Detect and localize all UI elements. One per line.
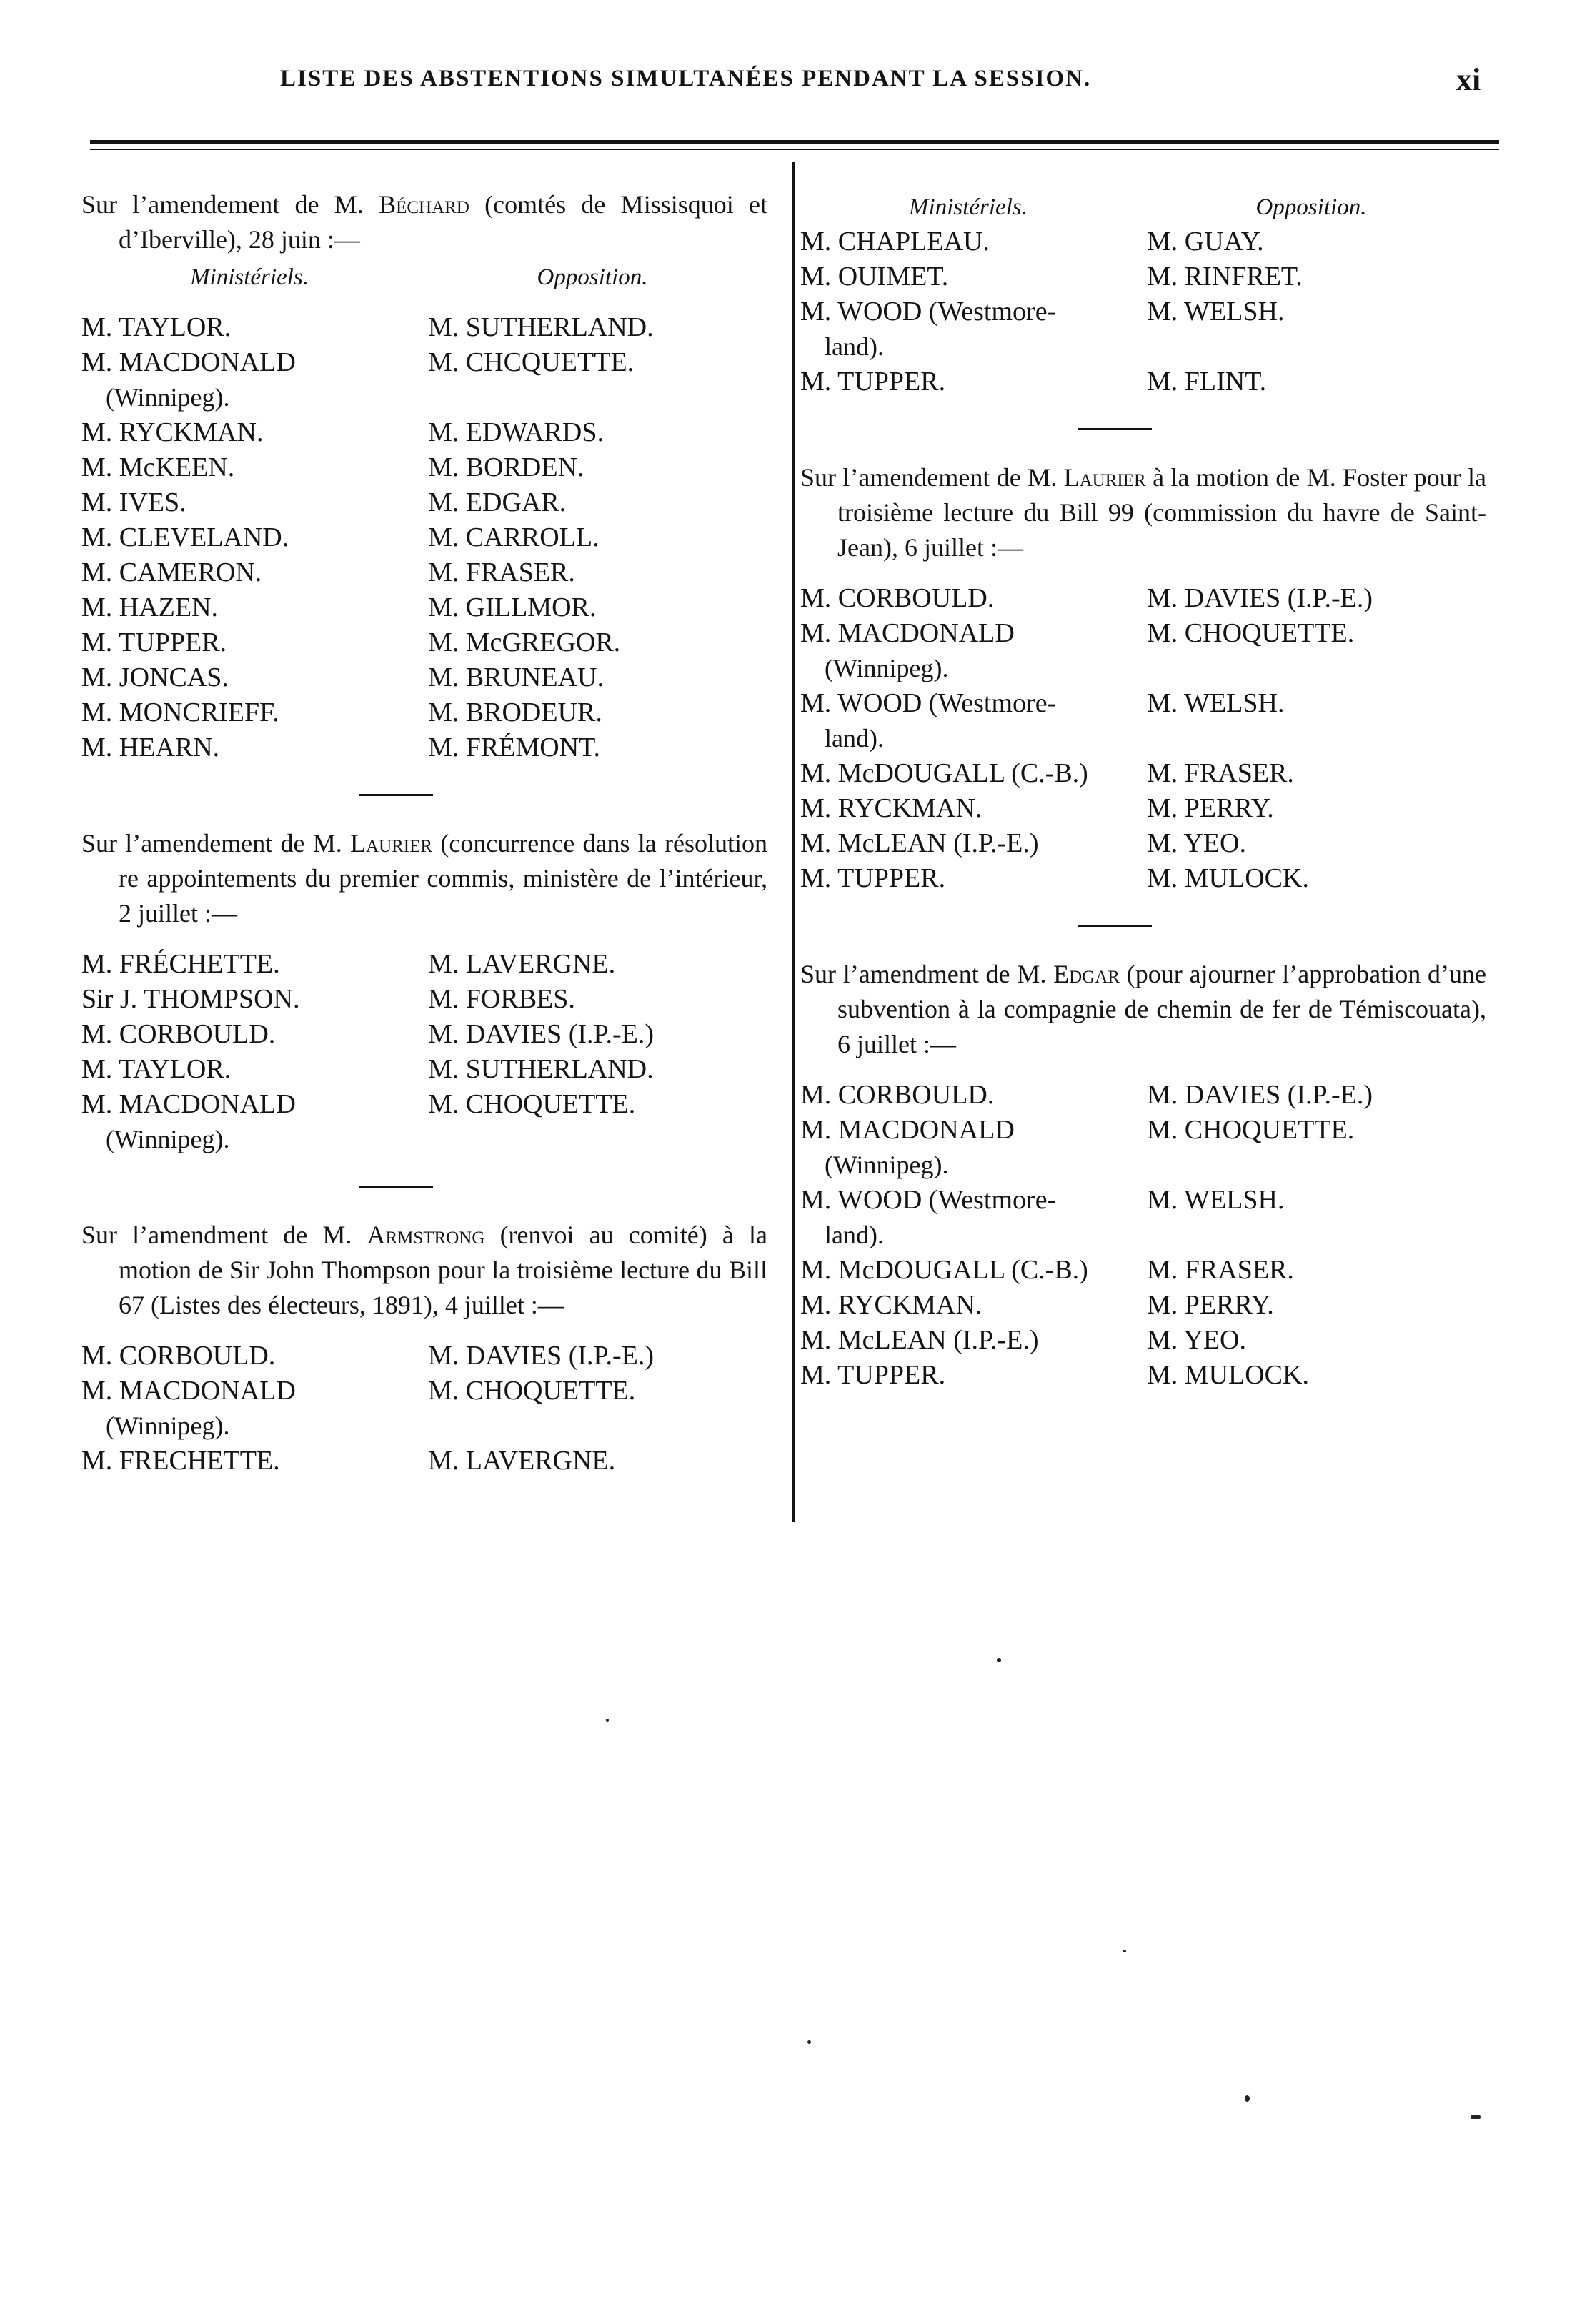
member-name: M. CORBOULD. [800,1080,995,1110]
opposition-member: M. EDWARDS. [428,417,604,447]
member-name: M. CORBOULD. [81,1019,276,1049]
ministerial-member [800,861,1147,896]
member-pairs [81,947,767,1157]
right-column [800,187,1486,1393]
member-pair-row [81,947,767,982]
member-pair-row [800,294,1486,364]
ministerial-member [800,224,1147,259]
member-name: M. McDOUGALL (C.-B.) [800,1255,1088,1285]
opposition-member: M. FRASER. [1147,1255,1294,1285]
member-pair-row [81,345,767,415]
opposition-member: M. GILLMOR. [428,592,597,622]
caption-text: (renvoi au comité) à la motion de Sir John Thompson pour la troisième lecture du Bill 67 (Listes des électeurs, 1891), 4 juillet :— [119,1221,767,1319]
member-pair-row [800,1323,1486,1358]
caption-text: à la motion de M. Foster pour la troisième lecture du Bill 99 (commission du havre de Saint-Jean), 6 juillet :— [837,463,1486,562]
opposition-member: M. BORDEN. [428,452,584,482]
ministerial-member [81,485,428,520]
caption-text: Sur l’amendment de M. [81,1221,367,1249]
member-pair-row [800,1078,1486,1113]
member-pair-row [81,1017,767,1052]
ministerial-member [81,625,428,660]
opposition-member: M. DAVIES (I.P.-E.) [1147,583,1373,613]
ministerial-member [800,756,1147,791]
section-divider [359,1186,433,1188]
ministerial-member [81,730,428,765]
abstention-section [800,957,1486,1393]
caption-member-name: Edgar [1053,960,1120,988]
member-pair-row [81,310,767,345]
member-name: M. CORBOULD. [800,583,995,613]
member-pairs [800,581,1486,896]
ministerial-member [81,345,428,415]
ministerial-member [800,259,1147,294]
member-name: M. MACDONALD [81,1376,296,1406]
opposition-member: M. McGREGOR. [428,627,621,657]
caption-member-name: Armstrong [367,1221,485,1249]
opposition-member: M. WELSH. [1147,1185,1285,1215]
caption-text: Sur l’amendement de M. [800,463,1064,492]
opposition-member: M. BRODEUR. [428,697,602,728]
member-name: M. MACDONALD [800,618,1015,648]
member-name: M. RYCKMAN. [800,793,982,823]
column-headings [81,260,767,294]
heading-opposition: Opposition. [537,264,648,290]
ministerial-member [81,555,428,590]
ministerial-member [800,364,1147,399]
opposition-member: M. FLINT. [1147,367,1267,397]
member-pair-row [800,861,1486,896]
member-pair-row [800,756,1486,791]
amendment-caption [81,187,767,257]
amendment-caption [800,460,1486,565]
member-name: M. WOOD (Westmore- [800,688,1057,718]
ministerial-member [81,415,428,450]
member-pair-row [81,625,767,660]
opposition-member: M. EDGAR. [428,487,567,517]
section-divider [359,794,433,796]
member-name: M. IVES. [81,487,186,517]
member-name: M. FRECHETTE. [81,1446,280,1476]
opposition-member: M. LAVERGNE. [428,949,616,979]
ministerial-member [800,581,1147,616]
opposition-member: M. WELSH. [1147,297,1285,327]
ministerial-member [800,1113,1147,1183]
member-name: M. WOOD (Westmore- [800,1185,1057,1215]
member-pair-row [81,415,767,450]
ministerial-member [800,1078,1147,1113]
member-name: M. RYCKMAN. [800,1290,982,1320]
column-divider [792,162,795,1522]
member-name: Sir J. THOMPSON. [81,984,300,1014]
member-pair-row [81,1339,767,1374]
member-riding: land). [825,1221,884,1249]
opposition-member: M. FRÉMONT. [428,733,601,763]
member-pair-row [81,1444,767,1479]
member-pairs [81,1339,767,1479]
member-pair-row [800,259,1486,294]
member-riding: (Winnipeg). [825,1151,949,1179]
opposition-member: M. WELSH. [1147,688,1285,718]
member-name: M. MACDONALD [800,1115,1015,1145]
member-riding: land). [825,332,884,361]
member-name: M. MACDONALD [81,1089,296,1119]
ministerial-member [81,590,428,625]
ministerial-member [81,947,428,982]
member-pair-row [800,826,1486,861]
ministerial-member [81,1339,428,1374]
member-name: M. RYCKMAN. [81,417,264,447]
ministerial-member [81,1374,428,1444]
opposition-member: M. CHOQUETTE. [428,1376,636,1406]
member-pair-row [81,982,767,1017]
ministerial-member [800,1323,1147,1358]
caption-member-name: Béchard [379,190,469,219]
opposition-member: M. CHOQUETTE. [428,1089,636,1119]
opposition-member: M. SUTHERLAND. [428,1054,654,1084]
member-name: M. TUPPER. [800,1360,946,1390]
member-name: M. McLEAN (I.P.-E.) [800,828,1039,858]
opposition-member: M. BRUNEAU. [428,662,604,692]
ministerial-member [81,1017,428,1052]
ministerial-member [800,1253,1147,1288]
running-title: LISTE DES ABSTENTIONS SIMULTANÉES PENDANT LA SESSION. [280,66,1092,91]
member-pairs [800,224,1486,399]
caption-text: (pour ajourner l’approbation d’une subvention à la compagnie de chemin de fer de Témiscouata), 6 juillet :— [837,960,1486,1058]
opposition-member: M. DAVIES (I.P.-E.) [428,1341,654,1371]
ministerial-member [81,982,428,1017]
member-pair-row [800,1358,1486,1393]
opposition-member: M. PERRY. [1147,1290,1274,1320]
heading-ministeriels: Ministériels. [909,194,1028,220]
opposition-member: M. FRASER. [1147,758,1294,788]
member-pairs [81,310,767,765]
opposition-member: M. CHCQUETTE. [428,347,635,377]
member-name: M. CAMERON. [81,557,262,587]
caption-text: (concurrence dans la résolution re appointements du premier commis, ministère de l’intérieur, 2 juillet :— [119,829,767,928]
header-rule-thick [90,140,1499,144]
member-name: M. JONCAS. [81,662,229,692]
ministerial-member [800,294,1147,364]
opposition-member: M. FRASER. [428,557,575,587]
member-name: M. HAZEN. [81,592,219,622]
caption-text: Sur l’amendment de M. [800,960,1054,988]
caption-text: (comtés de Missisquoi et d’Iberville), 28 juin :— [119,190,767,254]
ministerial-member [81,1052,428,1087]
member-pair-row [81,695,767,730]
abstention-section [81,187,767,765]
ministerial-member [800,791,1147,826]
member-name: M. TUPPER. [81,627,227,657]
member-pair-row [800,581,1486,616]
amendment-caption [800,957,1486,1062]
member-pair-row [800,686,1486,756]
opposition-member: M. CHOQUETTE. [1147,1115,1355,1145]
member-name: M. WOOD (Westmore- [800,297,1057,327]
opposition-member: M. SUTHERLAND. [428,312,654,342]
column-headings [800,190,1486,224]
opposition-member: M. FORBES. [428,984,575,1014]
amendment-caption [81,826,767,931]
opposition-member: M. GUAY. [1147,227,1264,257]
ministerial-member [800,1288,1147,1323]
ministerial-member [81,450,428,485]
member-pair-row [81,555,767,590]
member-riding: (Winnipeg). [106,1411,230,1440]
caption-text: Sur l’amendement de M. [81,829,351,858]
member-pair-row [800,364,1486,399]
caption-text: Sur l’amendement de M. [81,190,379,219]
opposition-member: M. RINFRET. [1147,262,1303,292]
member-pair-row [81,1052,767,1087]
member-pair-row [800,791,1486,826]
opposition-member: M. CARROLL. [428,522,600,552]
opposition-member: M. MULOCK. [1147,1360,1309,1390]
heading-ministeriels: Ministériels. [190,264,309,290]
ministerial-member [800,826,1147,861]
member-name: M. TUPPER. [800,367,946,397]
member-riding: (Winnipeg). [825,654,949,682]
member-name: M. CLEVELAND. [81,522,289,552]
member-name: M. CHAPLEAU. [800,227,990,257]
ministerial-member [81,1444,428,1479]
member-riding: (Winnipeg). [106,1125,230,1153]
opposition-member: M. CHOQUETTE. [1147,618,1355,648]
member-pair-row [800,1288,1486,1323]
abstention-section [800,460,1486,896]
heading-opposition: Opposition. [1255,194,1367,220]
left-column [81,187,767,1479]
abstention-section [81,1218,767,1479]
member-name: M. CORBOULD. [81,1341,276,1371]
member-pair-row [81,1374,767,1444]
member-name: M. OUIMET. [800,262,949,292]
ministerial-member [81,1087,428,1157]
ministerial-member [800,616,1147,686]
abstention-section [81,826,767,1157]
page-number: xi [1456,62,1481,97]
opposition-member: M. DAVIES (I.P.-E.) [428,1019,654,1049]
amendment-caption [81,1218,767,1323]
member-pair-row [81,520,767,555]
ministerial-member [81,660,428,695]
opposition-member: M. YEO. [1147,1325,1246,1355]
opposition-member: M. LAVERGNE. [428,1446,616,1476]
member-name: M. McDOUGALL (C.-B.) [800,758,1088,788]
ministerial-member [81,520,428,555]
header-rule-thin [90,149,1499,150]
opposition-member: M. DAVIES (I.P.-E.) [1147,1080,1373,1110]
abstention-section [800,190,1486,399]
member-name: M. MACDONALD [81,347,296,377]
member-pair-row [800,1253,1486,1288]
caption-member-name: Laurier [1063,463,1146,492]
opposition-member: M. MULOCK. [1147,863,1309,893]
section-divider [1078,428,1152,430]
member-pair-row [81,485,767,520]
member-riding: land). [825,724,884,753]
member-pair-row [81,590,767,625]
member-name: M. MONCRIEFF. [81,697,279,728]
member-pair-row [800,224,1486,259]
member-name: M. McKEEN. [81,452,235,482]
member-pair-row [81,660,767,695]
member-pair-row [81,450,767,485]
caption-member-name: Laurier [350,829,433,858]
member-name: M. FRÉCHETTE. [81,949,280,979]
member-pair-row [800,1183,1486,1253]
ministerial-member [81,310,428,345]
member-riding: (Winnipeg). [106,383,230,412]
ministerial-member [800,1358,1147,1393]
member-pairs [800,1078,1486,1393]
member-name: M. TAYLOR. [81,312,232,342]
section-divider [1078,925,1152,927]
member-name: M. HEARN. [81,733,220,763]
ministerial-member [800,1183,1147,1253]
opposition-member: M. PERRY. [1147,793,1274,823]
member-name: M. TAYLOR. [81,1054,232,1084]
member-pair-row [800,616,1486,686]
ministerial-member [800,686,1147,756]
member-pair-row [800,1113,1486,1183]
member-pair-row [81,730,767,765]
member-name: M. McLEAN (I.P.-E.) [800,1325,1039,1355]
member-pair-row [81,1087,767,1157]
opposition-member: M. YEO. [1147,828,1246,858]
ministerial-member [81,695,428,730]
member-name: M. TUPPER. [800,863,946,893]
